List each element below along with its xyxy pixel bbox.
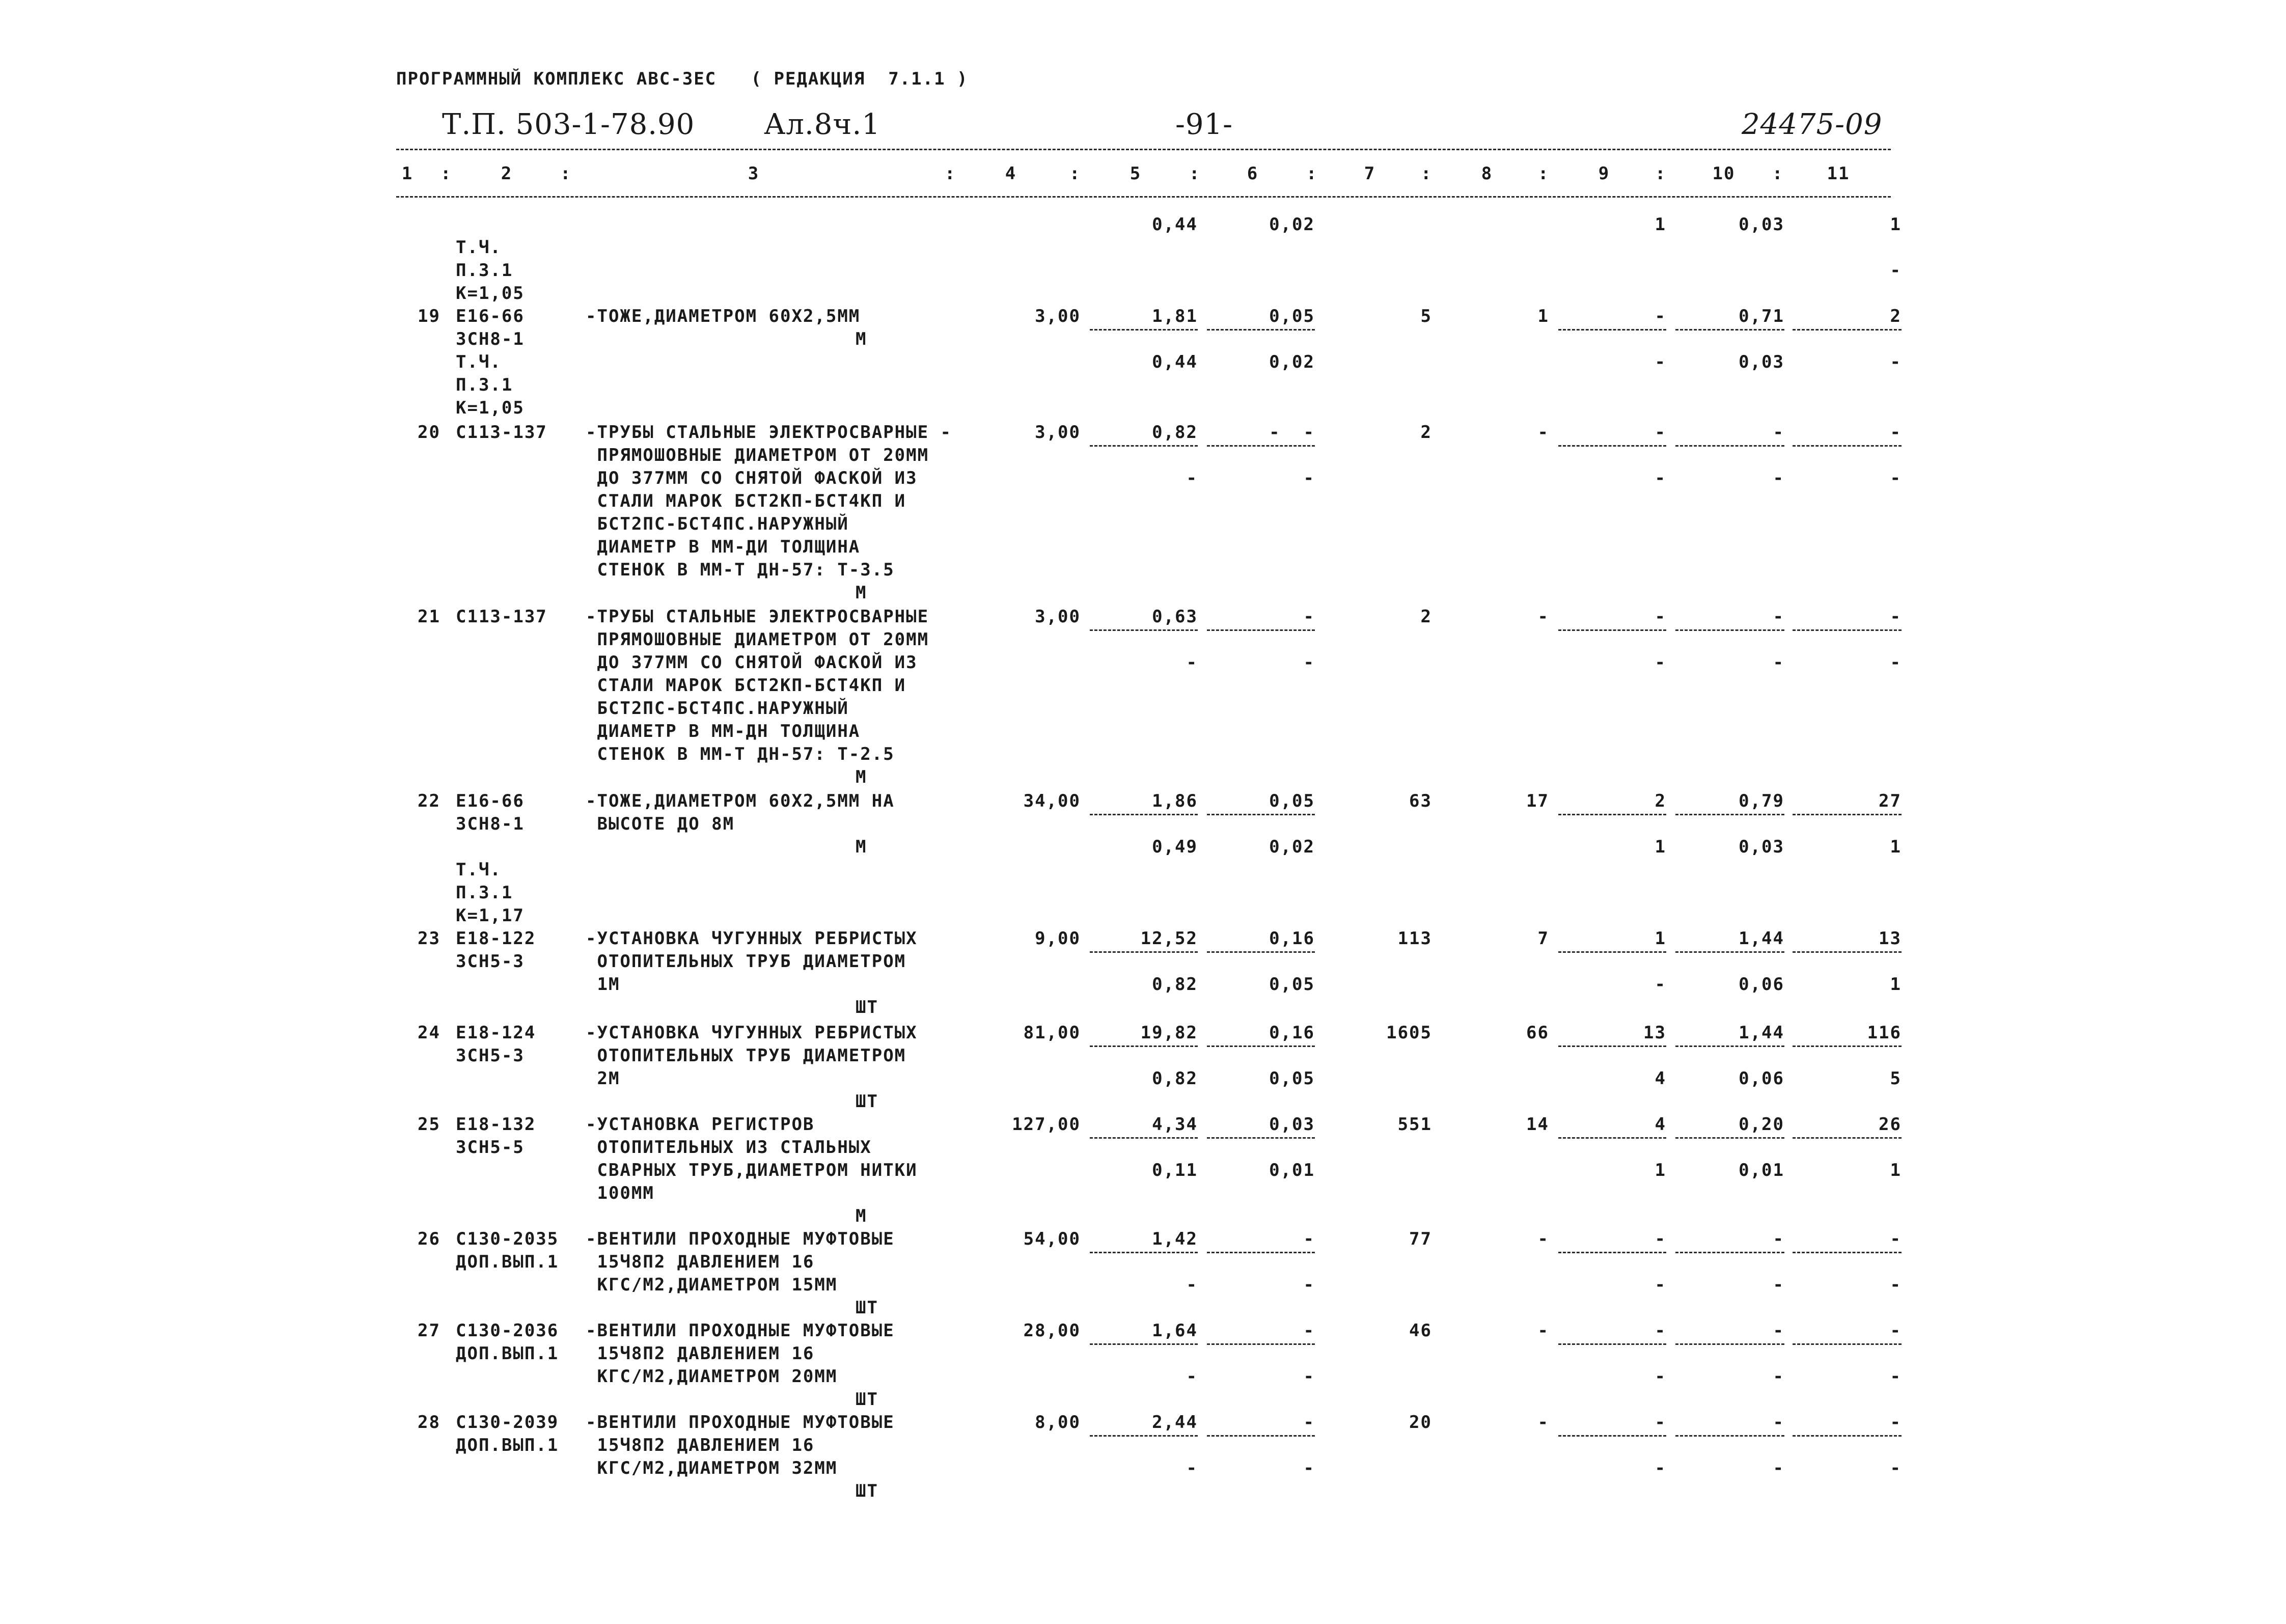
column-number: 9 xyxy=(1598,163,1610,184)
value-c6: 0,03 xyxy=(1269,1114,1315,1135)
value-c5: 1,64 xyxy=(1152,1320,1198,1341)
value-underline xyxy=(1207,951,1315,953)
value-c8: 1 xyxy=(1537,306,1549,326)
work-description: КГС/М2,ДИАМЕТРОМ 20ММ xyxy=(586,1366,838,1387)
value-underline xyxy=(1090,329,1198,331)
value-underline xyxy=(1558,951,1666,953)
column-number: 1 xyxy=(401,163,414,184)
header-rule-bottom xyxy=(396,196,1891,198)
value-c10: - xyxy=(1773,1458,1784,1478)
value-c11: - xyxy=(1890,1458,1902,1478)
value-c10: 0,03 xyxy=(1739,352,1784,372)
work-description: ДО 377ММ СО СНЯТОЙ ФАСКОЙ ИЗ xyxy=(586,652,918,673)
value-c9: - xyxy=(1655,422,1666,443)
value-c6: - xyxy=(1303,468,1315,488)
rate-code: К=1,17 xyxy=(456,905,525,926)
rate-code: С113-137 xyxy=(456,422,547,443)
unit-of-measure: М xyxy=(856,1206,867,1226)
work-description: БСТ2ПС-БСТ4ПС.НАРУЖНЫЙ xyxy=(586,514,849,534)
value-underline xyxy=(1675,951,1784,953)
column-number: 7 xyxy=(1364,163,1376,184)
column-number: 6 xyxy=(1247,163,1259,184)
value-c11: - xyxy=(1890,607,1902,627)
value-c9: - xyxy=(1655,352,1666,372)
unit-of-measure: ШТ xyxy=(856,1091,878,1112)
value-c9: - xyxy=(1655,306,1666,326)
rate-code: Е18-132 xyxy=(456,1114,536,1135)
rate-code: Е16-66 xyxy=(456,791,525,811)
value-c9: - xyxy=(1655,1412,1666,1433)
value-c9: 1 xyxy=(1655,1160,1666,1180)
value-underline xyxy=(1793,814,1902,815)
value-c4: 8,00 xyxy=(1035,1412,1081,1433)
value-c8: 7 xyxy=(1537,928,1549,949)
rate-code: ЗСН8-1 xyxy=(456,329,525,349)
value-c5: 0,82 xyxy=(1152,1068,1198,1089)
column-separator: : xyxy=(1306,163,1318,184)
value-c11: 1 xyxy=(1890,214,1902,235)
value-c11: 1 xyxy=(1890,837,1902,857)
column-separator: : xyxy=(945,163,956,184)
value-c5: 12,52 xyxy=(1140,928,1198,949)
value-c11: 1 xyxy=(1890,974,1902,995)
column-separator: : xyxy=(1772,163,1784,184)
column-number: 5 xyxy=(1130,163,1142,184)
rate-code: ЗСН5-3 xyxy=(456,1045,525,1066)
work-description: СТАЛИ МАРОК БСТ2КП-БСТ4КП И xyxy=(586,491,906,511)
value-c9: - xyxy=(1655,652,1666,673)
value-c5: 1,81 xyxy=(1152,306,1198,326)
value-underline xyxy=(1090,1435,1198,1437)
work-description: ОТОПИТЕЛЬНЫХ ИЗ СТАЛЬНЫХ xyxy=(586,1137,872,1158)
work-description: 1М xyxy=(586,974,620,995)
value-c9: 13 xyxy=(1643,1023,1666,1043)
value-underline xyxy=(1558,1343,1666,1345)
value-c6: 0,01 xyxy=(1269,1160,1315,1180)
column-number: 10 xyxy=(1712,163,1736,184)
value-underline xyxy=(1675,1137,1784,1139)
value-c11: - xyxy=(1890,1275,1902,1295)
value-c11: 27 xyxy=(1879,791,1902,811)
value-c9: 2 xyxy=(1655,791,1666,811)
rate-code: С113-137 xyxy=(456,607,547,627)
value-underline xyxy=(1090,445,1198,447)
header-rule-top xyxy=(396,149,1891,150)
column-separator: : xyxy=(1189,163,1201,184)
value-c11: 26 xyxy=(1879,1114,1902,1135)
value-c11: 13 xyxy=(1879,928,1902,949)
value-c7: 2 xyxy=(1420,607,1432,627)
value-underline xyxy=(1675,1435,1784,1437)
rate-code: Т.Ч. xyxy=(456,237,502,258)
value-underline xyxy=(1207,1045,1315,1047)
work-description: 100ММ xyxy=(586,1183,654,1203)
unit-of-measure: М xyxy=(856,329,867,349)
row-number: 27 xyxy=(418,1320,440,1341)
value-c5: 0,49 xyxy=(1152,837,1198,857)
value-c11: - xyxy=(1890,652,1902,673)
doc-code: Т.П. 503-1-78.90 xyxy=(442,108,695,141)
rate-code: Е18-124 xyxy=(456,1023,536,1043)
value-c5: 1,86 xyxy=(1152,791,1198,811)
row-number: 23 xyxy=(418,928,440,949)
value-c8: 14 xyxy=(1526,1114,1549,1135)
value-c10: - xyxy=(1773,607,1784,627)
value-c4: 28,00 xyxy=(1023,1320,1081,1341)
value-c5: - xyxy=(1186,1275,1198,1295)
unit-of-measure: М xyxy=(856,583,867,603)
value-c9: 4 xyxy=(1655,1068,1666,1089)
work-description: -ВЕНТИЛИ ПРОХОДНЫЕ МУФТОВЫЕ xyxy=(586,1320,895,1341)
value-c8: 66 xyxy=(1526,1023,1549,1043)
value-underline xyxy=(1558,629,1666,631)
value-c5: 0,44 xyxy=(1152,214,1198,235)
column-separator: : xyxy=(440,163,452,184)
column-separator: : xyxy=(1655,163,1667,184)
value-c5: 0,11 xyxy=(1152,1160,1198,1180)
value-c11: - xyxy=(1890,260,1902,281)
value-c10: 1,44 xyxy=(1739,1023,1784,1043)
value-c10: - xyxy=(1773,1275,1784,1295)
archive-number: 24475-09 xyxy=(1742,108,1883,141)
value-underline xyxy=(1090,1137,1198,1139)
value-c6: 0,05 xyxy=(1269,974,1315,995)
value-underline xyxy=(1793,445,1902,447)
value-c7: 5 xyxy=(1420,306,1432,326)
work-description: ВЫСОТЕ ДО 8М xyxy=(586,814,735,834)
value-c9: - xyxy=(1655,1229,1666,1249)
value-c9: - xyxy=(1655,1366,1666,1387)
value-c6: 0,16 xyxy=(1269,1023,1315,1043)
value-underline xyxy=(1558,1045,1666,1047)
value-c9: 4 xyxy=(1655,1114,1666,1135)
value-underline xyxy=(1793,629,1902,631)
value-c4: 34,00 xyxy=(1023,791,1081,811)
value-c4: 3,00 xyxy=(1035,422,1081,443)
value-underline xyxy=(1793,1137,1902,1139)
value-underline xyxy=(1675,329,1784,331)
value-underline xyxy=(1675,1045,1784,1047)
work-description: БСТ2ПС-БСТ4ПС.НАРУЖНЫЙ xyxy=(586,698,849,719)
value-underline xyxy=(1675,445,1784,447)
page-number: -91- xyxy=(1175,108,1233,141)
value-c4: 9,00 xyxy=(1035,928,1081,949)
value-c5: 4,34 xyxy=(1152,1114,1198,1135)
value-c6: 0,05 xyxy=(1269,791,1315,811)
value-underline xyxy=(1558,329,1666,331)
work-description: СТЕНОК В ММ-Т ДН-57: Т-3.5 xyxy=(586,560,895,580)
value-underline xyxy=(1558,1435,1666,1437)
value-c10: 0,06 xyxy=(1739,974,1784,995)
unit-of-measure: М xyxy=(856,767,867,787)
program-title: ПРОГРАММНЫЙ КОМПЛЕКС АВС-ЗЕС ( РЕДАКЦИЯ 7.1.1 ) xyxy=(396,69,969,89)
value-c10: - xyxy=(1773,1320,1784,1341)
value-c5: 0,63 xyxy=(1152,607,1198,627)
unit-of-measure: ШТ xyxy=(856,1389,878,1410)
column-number: 4 xyxy=(1005,163,1017,184)
value-underline xyxy=(1090,814,1198,815)
rate-code: П.3.1 xyxy=(456,260,513,281)
value-c11: 5 xyxy=(1890,1068,1902,1089)
value-c9: 1 xyxy=(1655,928,1666,949)
value-underline xyxy=(1207,1435,1315,1437)
row-number: 22 xyxy=(418,791,440,811)
value-c10: - xyxy=(1773,468,1784,488)
value-c9: - xyxy=(1655,607,1666,627)
value-underline xyxy=(1207,1252,1315,1253)
value-c6: - xyxy=(1303,1320,1315,1341)
work-description: ПРЯМОШОВНЫЕ ДИАМЕТРОМ ОТ 20ММ xyxy=(586,629,929,650)
row-number: 24 xyxy=(418,1023,440,1043)
value-c5: 1,42 xyxy=(1152,1229,1198,1249)
value-underline xyxy=(1675,1252,1784,1253)
rate-code: Е18-122 xyxy=(456,928,536,949)
work-description: 15Ч8П2 ДАВЛЕНИЕМ 16 xyxy=(586,1343,815,1364)
work-description: СТЕНОК В ММ-Т ДН-57: Т-2.5 xyxy=(586,744,895,764)
value-c5: - xyxy=(1186,1366,1198,1387)
column-number: 3 xyxy=(748,163,760,184)
value-c9: - xyxy=(1655,468,1666,488)
rate-code: ЗСН8-1 xyxy=(456,814,525,834)
value-c10: - xyxy=(1773,1366,1784,1387)
value-underline xyxy=(1207,814,1315,815)
work-description: -ТОЖЕ,ДИАМЕТРОМ 60Х2,5ММ НА xyxy=(586,791,895,811)
value-c6: - xyxy=(1303,1229,1315,1249)
value-underline xyxy=(1090,629,1198,631)
value-c11: - xyxy=(1890,1320,1902,1341)
value-c10: 0,06 xyxy=(1739,1068,1784,1089)
work-description: КГС/М2,ДИАМЕТРОМ 15ММ xyxy=(586,1275,838,1295)
column-separator: : xyxy=(1538,163,1550,184)
value-underline xyxy=(1675,814,1784,815)
rate-code: С130-2036 xyxy=(456,1320,559,1341)
value-c5: - xyxy=(1186,1458,1198,1478)
value-c5: 0,82 xyxy=(1152,974,1198,995)
value-c4: 81,00 xyxy=(1023,1023,1081,1043)
value-c6: - xyxy=(1303,1458,1315,1478)
value-underline xyxy=(1558,1137,1666,1139)
value-underline xyxy=(1675,1343,1784,1345)
value-c9: - xyxy=(1655,974,1666,995)
value-c7: 113 xyxy=(1397,928,1432,949)
value-c4: 127,00 xyxy=(1012,1114,1081,1135)
value-underline xyxy=(1558,814,1666,815)
value-c8: - xyxy=(1537,1412,1549,1433)
rate-code: К=1,05 xyxy=(456,283,525,304)
value-c6: 0,02 xyxy=(1269,837,1315,857)
value-c6: 0,16 xyxy=(1269,928,1315,949)
value-c6: 0,02 xyxy=(1269,214,1315,235)
value-c10: 0,01 xyxy=(1739,1160,1784,1180)
work-description: -УСТАНОВКА ЧУГУННЫХ РЕБРИСТЫХ xyxy=(586,1023,918,1043)
value-c11: - xyxy=(1890,1412,1902,1433)
work-description: -ТРУБЫ СТАЛЬНЫЕ ЭЛЕКТРОСВАРНЫЕ xyxy=(586,607,929,627)
column-number: 2 xyxy=(501,163,513,184)
value-c10: 0,03 xyxy=(1739,837,1784,857)
value-c7: 551 xyxy=(1397,1114,1432,1135)
column-number: 11 xyxy=(1827,163,1850,184)
value-c9: - xyxy=(1655,1275,1666,1295)
work-description: -УСТАНОВКА ЧУГУННЫХ РЕБРИСТЫХ xyxy=(586,928,918,949)
value-c6: 0,05 xyxy=(1269,1068,1315,1089)
rate-code: ДОП.ВЫП.1 xyxy=(456,1343,559,1364)
value-c9: - xyxy=(1655,1320,1666,1341)
work-description: СТАЛИ МАРОК БСТ2КП-БСТ4КП И xyxy=(586,675,906,696)
value-c10: - xyxy=(1773,422,1784,443)
value-underline xyxy=(1207,1343,1315,1345)
rate-code: ЗСН5-5 xyxy=(456,1137,525,1158)
value-c11: 2 xyxy=(1890,306,1902,326)
value-c8: - xyxy=(1537,422,1549,443)
value-c11: - xyxy=(1890,422,1902,443)
work-description: -ТОЖЕ,ДИАМЕТРОМ 60Х2,5ММ xyxy=(586,306,861,326)
row-number: 20 xyxy=(418,422,440,443)
value-c6: 0,05 xyxy=(1269,306,1315,326)
value-underline xyxy=(1207,629,1315,631)
value-c7: 46 xyxy=(1409,1320,1432,1341)
value-c8: - xyxy=(1537,1229,1549,1249)
rate-code: Т.Ч. xyxy=(456,860,502,880)
row-number: 28 xyxy=(418,1412,440,1433)
value-c10: 0,71 xyxy=(1739,306,1784,326)
value-c10: 0,20 xyxy=(1739,1114,1784,1135)
value-c8: 17 xyxy=(1526,791,1549,811)
row-number: 26 xyxy=(418,1229,440,1249)
value-c11: - xyxy=(1890,1229,1902,1249)
value-underline xyxy=(1090,1252,1198,1253)
value-c8: - xyxy=(1537,607,1549,627)
value-underline xyxy=(1207,329,1315,331)
value-c9: - xyxy=(1655,1458,1666,1478)
rate-code: П.3.1 xyxy=(456,375,513,395)
rate-code: Т.Ч. xyxy=(456,352,502,372)
work-description: ПРЯМОШОВНЫЕ ДИАМЕТРОМ ОТ 20ММ xyxy=(586,445,929,465)
value-underline xyxy=(1090,951,1198,953)
column-separator: : xyxy=(1069,163,1081,184)
value-c11: - xyxy=(1890,352,1902,372)
value-underline xyxy=(1090,1045,1198,1047)
value-c11: 116 xyxy=(1867,1023,1902,1043)
row-number: 19 xyxy=(418,306,440,326)
work-description: СВАРНЫХ ТРУБ,ДИАМЕТРОМ НИТКИ xyxy=(586,1160,918,1180)
rate-code: П.3.1 xyxy=(456,883,513,903)
value-c7: 20 xyxy=(1409,1412,1432,1433)
value-underline xyxy=(1207,445,1315,447)
value-c9: 1 xyxy=(1655,214,1666,235)
unit-of-measure: М xyxy=(856,837,867,857)
value-c7: 2 xyxy=(1420,422,1432,443)
value-c10: - xyxy=(1773,652,1784,673)
value-c4: 3,00 xyxy=(1035,607,1081,627)
value-underline xyxy=(1558,445,1666,447)
row-number: 25 xyxy=(418,1114,440,1135)
work-description: 15Ч8П2 ДАВЛЕНИЕМ 16 xyxy=(586,1252,815,1272)
rate-code: ЗСН5-3 xyxy=(456,951,525,972)
column-separator: : xyxy=(1421,163,1433,184)
value-c7: 63 xyxy=(1409,791,1432,811)
value-underline xyxy=(1793,1252,1902,1253)
value-c6: - - xyxy=(1269,422,1315,443)
value-c10: 0,03 xyxy=(1739,214,1784,235)
work-description: 2М xyxy=(586,1068,620,1089)
row-number: 21 xyxy=(418,607,440,627)
value-underline xyxy=(1558,1252,1666,1253)
column-number: 8 xyxy=(1481,163,1493,184)
value-c6: - xyxy=(1303,1275,1315,1295)
value-underline xyxy=(1675,629,1784,631)
work-description: ДО 377ММ СО СНЯТОЙ ФАСКОЙ ИЗ xyxy=(586,468,918,488)
rate-code: ДОП.ВЫП.1 xyxy=(456,1252,559,1272)
value-c11: - xyxy=(1890,468,1902,488)
value-c10: - xyxy=(1773,1229,1784,1249)
value-c5: 2,44 xyxy=(1152,1412,1198,1433)
value-c9: 1 xyxy=(1655,837,1666,857)
value-c6: - xyxy=(1303,607,1315,627)
work-description: 15Ч8П2 ДАВЛЕНИЕМ 16 xyxy=(586,1435,815,1455)
work-description: -УСТАНОВКА РЕГИСТРОВ xyxy=(586,1114,815,1135)
column-separator: : xyxy=(560,163,572,184)
value-underline xyxy=(1793,1435,1902,1437)
rate-code: Е16-66 xyxy=(456,306,525,326)
value-c11: - xyxy=(1890,1366,1902,1387)
value-c6: - xyxy=(1303,652,1315,673)
value-c4: 54,00 xyxy=(1023,1229,1081,1249)
value-c6: - xyxy=(1303,1366,1315,1387)
work-description: ОТОПИТЕЛЬНЫХ ТРУБ ДИАМЕТРОМ xyxy=(586,1045,906,1066)
value-c5: - xyxy=(1186,652,1198,673)
value-c5: 0,44 xyxy=(1152,352,1198,372)
work-description: ДИАМЕТР В ММ-ДИ ТОЛЩИНА xyxy=(586,537,861,557)
value-c5: - xyxy=(1186,468,1198,488)
value-c5: 19,82 xyxy=(1140,1023,1198,1043)
value-underline xyxy=(1090,1343,1198,1345)
rate-code: С130-2035 xyxy=(456,1229,559,1249)
rate-code: К=1,05 xyxy=(456,398,525,418)
value-c7: 1605 xyxy=(1386,1023,1432,1043)
work-description: КГС/М2,ДИАМЕТРОМ 32ММ xyxy=(586,1458,838,1478)
value-c10: - xyxy=(1773,1412,1784,1433)
value-underline xyxy=(1793,951,1902,953)
work-description: ОТОПИТЕЛЬНЫХ ТРУБ ДИАМЕТРОМ xyxy=(586,951,906,972)
value-c8: - xyxy=(1537,1320,1549,1341)
unit-of-measure: ШТ xyxy=(856,997,878,1017)
value-underline xyxy=(1793,1045,1902,1047)
value-underline xyxy=(1793,1343,1902,1345)
value-c11: 1 xyxy=(1890,1160,1902,1180)
value-underline xyxy=(1793,329,1902,331)
value-c10: 0,79 xyxy=(1739,791,1784,811)
value-c10: 1,44 xyxy=(1739,928,1784,949)
unit-of-measure: ШТ xyxy=(856,1298,878,1318)
value-c6: 0,02 xyxy=(1269,352,1315,372)
value-c7: 77 xyxy=(1409,1229,1432,1249)
value-c5: 0,82 xyxy=(1152,422,1198,443)
rate-code: ДОП.ВЫП.1 xyxy=(456,1435,559,1455)
album-number: Ал.8ч.1 xyxy=(764,108,880,141)
work-description: -ВЕНТИЛИ ПРОХОДНЫЕ МУФТОВЫЕ xyxy=(586,1229,895,1249)
work-description: -ТРУБЫ СТАЛЬНЫЕ ЭЛЕКТРОСВАРНЫЕ - xyxy=(586,422,952,443)
rate-code: С130-2039 xyxy=(456,1412,559,1433)
value-c4: 3,00 xyxy=(1035,306,1081,326)
unit-of-measure: ШТ xyxy=(856,1481,878,1501)
work-description: -ВЕНТИЛИ ПРОХОДНЫЕ МУФТОВЫЕ xyxy=(586,1412,895,1433)
value-underline xyxy=(1207,1137,1315,1139)
value-c6: - xyxy=(1303,1412,1315,1433)
work-description: ДИАМЕТР В ММ-ДН ТОЛЩИНА xyxy=(586,721,861,741)
